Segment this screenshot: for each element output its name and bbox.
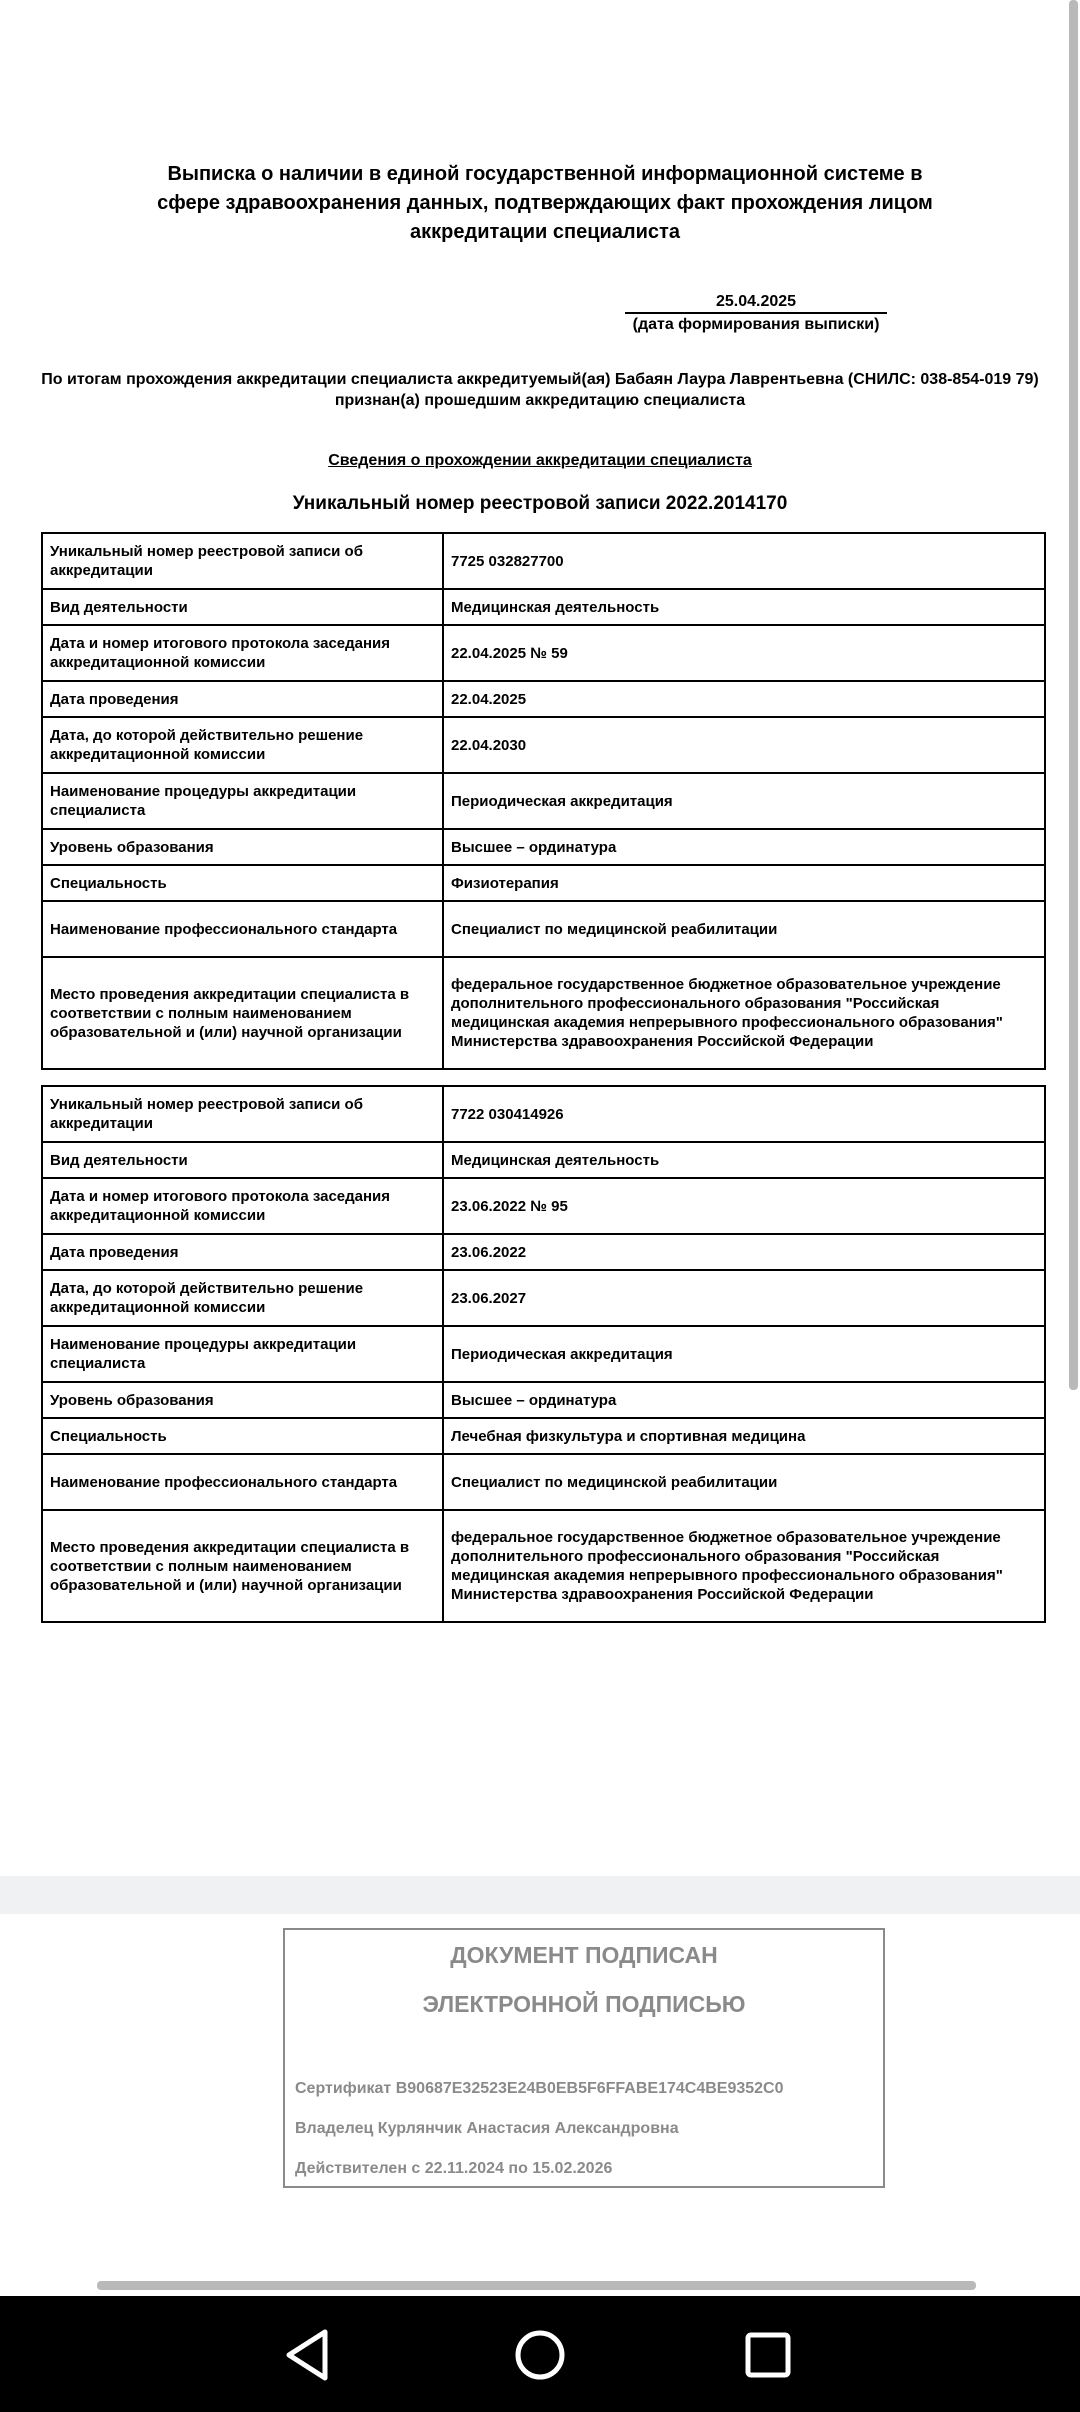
field-label: Дата проведения [42,1234,443,1270]
field-value: Медицинская деятельность [443,1142,1045,1178]
accreditation-table-1 [41,532,1046,1070]
stamp-title-line2: ЭЛЕКТРОННОЙ ПОДПИСЬЮ [422,1991,746,2017]
vertical-scrollbar-track[interactable] [1066,0,1080,1880]
date-block [625,293,887,334]
home-icon[interactable] [495,2310,585,2400]
table-row [42,533,1045,589]
stamp-title-line1: ДОКУМЕНТ ПОДПИСАН [450,1942,718,1968]
field-value: 7725 032827700 [443,533,1045,589]
field-value: Физиотерапия [443,865,1045,901]
table-row [42,901,1045,957]
document-title: Выписка о наличии в единой государственной информационной системе в сфере здравоохранения данных, подтверждающих факт прохождения лицом аккредитации специалиста [157,163,933,243]
stamp-certificate: Сертификат B90687E32523E24B0EB5F6FFABE174C4BE9352C0 [295,2080,784,2097]
field-label: Дата и номер итогового протокола заседания аккредитационной комиссии [42,625,443,681]
field-label: Место проведения аккредитации специалиста в соответствии с полным наименованием образовательной и (или) научной организации [42,1510,443,1622]
table-row [42,681,1045,717]
field-value: федеральное государственное бюджетное образовательное учреждение дополнительного профессионального образования "Российская медицинская академия непрерывного профессионального образования" Министерства здравоохранения Российской Федерации [443,957,1045,1069]
table-row [42,1142,1045,1178]
table-row [42,1270,1045,1326]
table-row [42,1382,1045,1418]
table-row [42,625,1045,681]
field-value: Высшее – ординатура [443,829,1045,865]
field-label: Дата проведения [42,681,443,717]
table-row [42,1086,1045,1142]
field-value: Периодическая аккредитация [443,1326,1045,1382]
field-label: Вид деятельности [42,1142,443,1178]
field-value: Высшее – ординатура [443,1382,1045,1418]
table-row [42,773,1045,829]
field-value: 23.06.2027 [443,1270,1045,1326]
recents-icon[interactable] [723,2310,813,2400]
field-value: Специалист по медицинской реабилитации [443,901,1045,957]
vertical-scrollbar-thumb[interactable] [1069,0,1078,1390]
field-value: 7722 030414926 [443,1086,1045,1142]
table-row [42,1326,1045,1382]
stamp-validity: Действителен с 22.11.2024 по 15.02.2026 [295,2160,613,2177]
table-row [42,865,1045,901]
field-value: 23.06.2022 № 95 [443,1178,1045,1234]
field-label: Специальность [42,865,443,901]
field-label: Дата и номер итогового протокола заседания аккредитационной комиссии [42,1178,443,1234]
field-label: Уникальный номер реестровой записи об аккредитации [42,533,443,589]
formation-date-caption: (дата формирования выписки) [632,316,880,333]
system-navigation-bar [0,2296,1080,2412]
table-row [42,1234,1045,1270]
accreditation-table-2 [41,1085,1046,1623]
section-heading: Сведения о прохождении аккредитации специалиста [328,452,752,469]
table-row [42,1178,1045,1234]
field-value: федеральное государственное бюджетное образовательное учреждение дополнительного профессионального образования "Российская медицинская академия непрерывного профессионального образования" Министерства здравоохранения Российской Федерации [443,1510,1045,1622]
field-label: Наименование профессионального стандарта [42,1454,443,1510]
formation-date: 25.04.2025 [625,293,887,314]
table-row [42,957,1045,1069]
field-label: Вид деятельности [42,589,443,625]
page-separator [0,1876,1080,1914]
stamp-owner: Владелец Курлянчик Анастасия Александровна [295,2120,679,2137]
field-label: Уникальный номер реестровой записи об аккредитации [42,1086,443,1142]
field-label: Наименование процедуры аккредитации специалиста [42,773,443,829]
horizontal-scrollbar[interactable] [97,2281,976,2290]
table-row [42,829,1045,865]
field-value: 22.04.2025 № 59 [443,625,1045,681]
field-value: Специалист по медицинской реабилитации [443,1454,1045,1510]
field-label: Специальность [42,1418,443,1454]
field-label: Наименование процедуры аккредитации специалиста [42,1326,443,1382]
table-row [42,717,1045,773]
field-value: 23.06.2022 [443,1234,1045,1270]
table-row [42,1418,1045,1454]
field-label: Уровень образования [42,829,443,865]
field-value: 22.04.2025 [443,681,1045,717]
intro-text: По итогам прохождения аккредитации специалиста аккредитуемый(ая) Бабаян Лаура Лаврентьевна (СНИЛС: 038-854-019 79) признан(а) прошедшим аккредитацию специалиста [41,371,1039,409]
field-value: Периодическая аккредитация [443,773,1045,829]
field-label: Место проведения аккредитации специалиста в соответствии с полным наименованием образовательной и (или) научной организации [42,957,443,1069]
registry-number: Уникальный номер реестровой записи 2022.2014170 [292,493,788,514]
field-label: Дата, до которой действительно решение аккредитационной комиссии [42,717,443,773]
field-value: 22.04.2030 [443,717,1045,773]
field-label: Наименование профессионального стандарта [42,901,443,957]
field-value: Медицинская деятельность [443,589,1045,625]
electronic-signature-stamp [283,1928,885,2188]
table-row [42,1454,1045,1510]
field-label: Дата, до которой действительно решение аккредитационной комиссии [42,1270,443,1326]
table-row [42,589,1045,625]
table-row [42,1510,1045,1622]
field-value: Лечебная физкультура и спортивная медицина [443,1418,1045,1454]
field-label: Уровень образования [42,1382,443,1418]
back-icon[interactable] [263,2310,353,2400]
